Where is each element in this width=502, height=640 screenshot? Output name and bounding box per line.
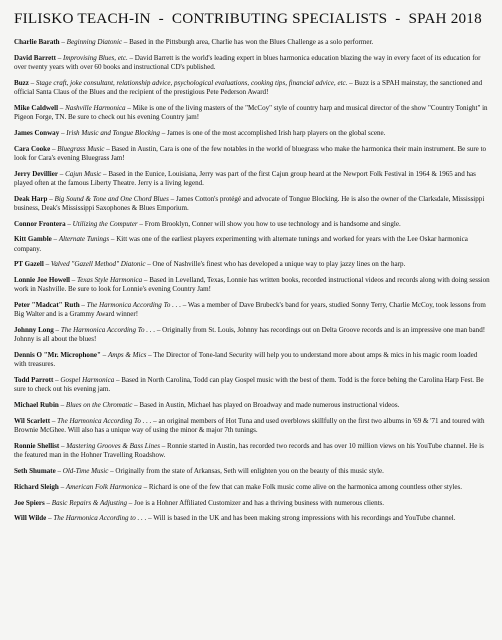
specialist-name: Lonnie Joe Howell — [14, 276, 70, 285]
specialist-entry: Richard Sleigh – American Folk Harmonica – Richard is one of the few that can make Folk music come alive on the harmonica among countless other styles. — [14, 482, 462, 491]
specialist-entry: Michael Rubin – Blues on the Chromatic – Based in Austin, Michael has played on Broadway and made numerous instructional videos. — [14, 401, 400, 410]
specialist-entry: Buzz – Stage craft, joke consultant, relationship advice, psychological evaluations, cooking tips, financial advice, etc. – Buzz is a SPAH mainstay, the sanctioned and official Santa Claus of the Blues and the recipient of the prestigious Pete Pederson Award! — [14, 78, 483, 96]
specialist-topic: Stage craft, joke consultant, relationship advice, psychological evaluations, cooking tips, financial advice, etc. — [35, 78, 348, 87]
specialist-description: Originally from St. Louis, Johnny has recordings out on Delta Groove records and is an impressive one man band! Johnny is all about the blues! — [14, 326, 486, 344]
specialist-entry: Mike Caldwell – Nashville Harmonica – Mike is one of the living masters of the "McCoy" style of country harp and musical director of the show "Country Tonight" in Pigeon Forge, TN. Be sure to check out his evening Country jam! — [14, 103, 488, 121]
specialist-topic: Beginning Diatonic — [66, 38, 123, 46]
specialist-entry: Dennis O "Mr. Microphone" – Amps & Mics – The Director of Tone-land Security will help you to understand more about amps & mics in his magic room loaded with treasures. — [14, 351, 478, 369]
specialist-description: Joe is a Hohner Affiliated Customizer and has a thriving business with numerous clients. — [134, 498, 385, 507]
specialist-name: Michael Rubin — [14, 401, 59, 410]
specialist-entry: Jerry Devillier – Cajun Music – Based in the Eunice, Louisiana, Jerry was part of the first Cajun group heard at the Newport Folk Festival in 1964 & 1965 and has played often at the famous Liberty Theatre. Jerry is a living legend. — [14, 169, 476, 187]
specialist-description: From Brooklyn, Conner will show you how to use technology and is handsome and single. — [144, 219, 401, 228]
specialist-entry: Johnny Long – The Harmonica According To . . . – Originally from St. Louis, Johnny has recordings out on Delta Groove records and is an impressive one man band! Johnny is all about the blues! — [14, 326, 486, 344]
page-title: FILISKO TEACH-IN - CONTRIBUTING SPECIALISTS - SPAH 2018 — [14, 10, 482, 27]
specialist-topic: American Folk Harmonica — [65, 482, 142, 491]
specialist-entry: Kitt Gamble – Alternate Tunings – Kitt was one of the earliest players experimenting with alternate tunings and worked for years with the Lee Oskar harmonica company. — [14, 235, 468, 253]
specialist-entry: Deak Harp – Big Sound & Tone and One Chord Blues – James Cotton's protégé and advocate of Tongue Blocking. He is also the owner of the Clarksdale, Mississippi business, Deak's Mississippi Saxophones & Blues Emporium. — [14, 194, 485, 212]
specialist-name: Wil Scarlett — [14, 416, 51, 425]
specialist-name: Deak Harp — [14, 194, 48, 203]
specialist-topic: Nashville Harmonica — [65, 103, 126, 112]
specialist-name: Johnny Long — [14, 326, 54, 335]
specialist-description: Mike is one of the living masters of the "McCoy" style of country harp and musical director of the show "Country Tonight" in Pigeon Forge, TN. Be sure to check out his evening Country jam! — [14, 103, 488, 121]
specialist-description: Was a member of Dave Brubeck's band for years, studied Sonny Terry, Charlie McCoy, took lessons from Big Walter and is a Grammy Award winner! — [14, 301, 486, 319]
specialist-topic: Blues on the Chromatic — [65, 401, 133, 410]
specialist-topic: Valved "Gazell Method" Diatonic — [50, 260, 146, 269]
specialist-entry: Joe Spiers – Basic Repairs & Adjusting – Joe is a Hohner Affiliated Customizer and has a thriving business with numerous clients. — [14, 498, 385, 507]
specialist-topic: The Harmonica According To . . . — [86, 301, 181, 310]
specialist-name: Jerry Devillier — [14, 169, 59, 178]
specialist-description: Kitt was one of the earliest players experimenting with alternate tunings and worked for years with the Lee Oskar harmonica company. — [14, 235, 468, 253]
specialist-topic: Bluegrass Music — [57, 144, 105, 153]
specialist-name: Cara Cooke — [14, 144, 51, 153]
specialist-entry: Seth Shumate – Old-Time Music – Originally from the state of Arkansas, Seth will enlighten you on the beauty of this music style. — [14, 466, 384, 475]
specialist-description: Based in the Pittsburgh area, Charlie has won the Blues Challenge as a solo performer. — [129, 38, 374, 46]
specialist-name: Charlie Barath — [14, 38, 60, 46]
specialist-list — [14, 38, 490, 524]
specialist-topic: Alternate Tunings — [58, 235, 110, 244]
specialist-topic: The Harmonica According to . . . — [53, 514, 147, 523]
specialist-name: Kitt Gamble — [14, 235, 52, 244]
specialist-name: Will Wilde — [14, 514, 47, 523]
specialist-topic: Big Sound & Tone and One Chord Blues — [54, 194, 169, 203]
specialist-description: Buzz is a SPAH mainstay, the sanctioned and official Santa Claus of the Blues and the recipient of the prestigious Pete Pederson Award! — [14, 78, 483, 96]
specialist-name: Joe Spiers — [14, 498, 45, 507]
specialist-entry: Wil Scarlett – The Harmonica According To . . . – an original members of Hot Tuna and used overblows skillfully on the first two albums in '69 & '71 and toured with Brownie McGhee. Will also has a unique way of using the minor & major 7th tunings. — [14, 416, 485, 435]
specialist-entry: Ronnie Shellist – Mastering Grooves & Bass Lines – Ronnie started in Austin, has recorded two records and has over 10 million views on his YouTube channel. He is the featured man in the Hohner Travelling Roadshow. — [14, 441, 484, 460]
specialist-name: Buzz — [14, 78, 29, 87]
specialist-entry: Will Wilde – The Harmonica According to . . . – Will is based in the UK and has been making strong impressions with his recordings and YouTube channel. — [14, 514, 456, 523]
specialist-topic: Mastering Grooves & Bass Lines — [66, 441, 160, 450]
specialist-entry: Connor Frontera – Utilizing the Computer – From Brooklyn, Conner will show you how to use technology and is handsome and single. — [14, 219, 401, 228]
specialist-entry: James Conway – Irish Music and Tongue Blocking – James is one of the most accomplished Irish harp players on the global scene. — [14, 128, 386, 137]
specialist-entry: Lonnie Joe Howell – Texas Style Harmonica – Based in Levelland, Texas, Lonnie has written books, recorded instructional videos and records along with doing session work in Nashville. Be sure to look for Lonnie's evening Country Jam! — [14, 276, 490, 294]
specialist-entry: Charlie Barath – Beginning Diatonic – Based in the Pittsburgh area, Charlie has won the Blues Challenge as a solo performer. — [14, 38, 374, 46]
specialist-description: Based in Levelland, Texas, Lonnie has written books, recorded instructional videos and records along with doing session work in Nashville. Be sure to look for Lonnie's evening Country Jam! — [14, 276, 490, 294]
specialist-entry: Peter "Madcat" Ruth – The Harmonica According To . . . – Was a member of Dave Brubeck's band for years, studied Sonny Terry, Charlie McCoy, took lessons from Big Walter and is a Grammy Award winner! — [14, 301, 486, 319]
specialist-description: Ronnie started in Austin, has recorded two records and has over 10 million views on his YouTube channel. He is the featured man in the Hohner Travelling Roadshow. — [14, 441, 484, 460]
specialist-topic: Texas Style Harmonica — [77, 276, 143, 285]
specialist-name: James Conway — [14, 128, 60, 137]
specialist-description: One of Nashville's finest who has developed a unique way to play jazzy lines on the harp. — [152, 260, 406, 269]
specialist-topic: Improvising Blues, etc. — [63, 53, 128, 62]
specialist-topic: Cajun Music — [65, 169, 102, 178]
specialist-topic: Amps & Mics — [107, 351, 147, 360]
specialist-name: Connor Frontera — [14, 219, 66, 228]
specialist-topic: The Harmonica According To . . . — [57, 416, 152, 425]
specialist-description: Based in Austin, Cara is one of the few notables in the world of bluegrass who make the harmonica their main instrument. Be sure to look for Cara's evening Bluegrass Jam! — [14, 144, 487, 162]
specialist-description: Will is based in the UK and has been making strong impressions with his recordings and YouTube channel. — [153, 514, 456, 523]
specialist-description: Originally from the state of Arkansas, Seth will enlighten you on the beauty of this music style. — [115, 466, 384, 475]
specialist-description: James Cotton's protégé and advocate of Tongue Blocking. He is also the owner of the Clarksdale, Mississippi business, Deak's Mississippi Saxophones & Blues Emporium. — [14, 194, 485, 212]
specialist-name: PT Gazell — [14, 260, 44, 269]
specialist-name: Seth Shumate — [14, 466, 56, 475]
specialist-name: David Barrett — [14, 53, 56, 62]
specialist-name: Ronnie Shellist — [14, 441, 60, 450]
specialist-topic: Gospel Harmonica — [60, 376, 115, 385]
specialist-entry: PT Gazell – Valved "Gazell Method" Diatonic – One of Nashville's finest who has developed a unique way to play jazzy lines on the harp. — [14, 260, 406, 269]
specialist-entry: Cara Cooke – Bluegrass Music – Based in Austin, Cara is one of the few notables in the world of bluegrass who make the harmonica their main instrument. Be sure to look for Cara's evening Bluegrass Jam! — [14, 144, 487, 162]
specialist-topic: Basic Repairs & Adjusting — [51, 498, 128, 507]
specialist-topic: Irish Music and Tongue Blocking — [66, 128, 160, 137]
specialist-description: James is one of the most accomplished Irish harp players on the global scene. — [167, 128, 386, 137]
specialist-description: an original members of Hot Tuna and used overblows skillfully on the first two albums in '69 & '71 and toured with Brownie McGhee. Will also has a unique way of using the minor & major 7th tunings. — [14, 416, 485, 435]
specialist-name: Dennis O "Mr. Microphone" — [14, 351, 101, 360]
specialist-description: Richard is one of the few that can make Folk music come alive on the harmonica among countless other styles. — [148, 482, 462, 491]
specialist-name: Todd Parrott — [14, 376, 54, 385]
specialist-topic: The Harmonica According To . . . — [60, 326, 156, 335]
specialist-description: Based in the Eunice, Louisiana, Jerry was part of the first Cajun group heard at the Newport Folk Festival in 1964 & 1965 and has played often at the famous Liberty Theatre. Jerry is a living legend. — [14, 169, 476, 187]
specialist-entry: David Barrett – Improvising Blues, etc. – David Barrett is the world's leading expert in blues harmonica education blazing the way in every facet of its education for over twenty years with over 60 books and instructional CD's published. — [14, 53, 481, 71]
specialist-entry: Todd Parrott – Gospel Harmonica – Based in North Carolina, Todd can play Gospel music with the best of them. Todd is the force behing the Carolina Harp Fest. Be sure to check out his evening jam. — [14, 376, 484, 394]
specialist-description: David Barrett is the world's leading expert in blues harmonica education blazing the way in every facet of its education for over twenty years with over 60 books and instructional CD's published. — [14, 53, 481, 71]
specialist-topic: Utilizing the Computer — [72, 219, 138, 228]
specialist-topic: Old-Time Music — [62, 466, 109, 475]
specialist-name: Richard Sleigh — [14, 482, 59, 491]
specialist-description: Based in Austin, Michael has played on Broadway and made numerous instructional videos. — [139, 401, 400, 410]
specialist-name: Mike Caldwell — [14, 103, 59, 112]
specialist-description: Based in North Carolina, Todd can play Gospel music with the best of them. Todd is the force behing the Carolina Harp Fest. Be sure to check out his evening jam. — [14, 376, 484, 394]
specialist-name: Peter "Madcat" Ruth — [14, 301, 80, 310]
specialist-description: The Director of Tone-land Security will help you to understand more about amps & mics in his magic room loaded with treasures. — [14, 351, 478, 369]
